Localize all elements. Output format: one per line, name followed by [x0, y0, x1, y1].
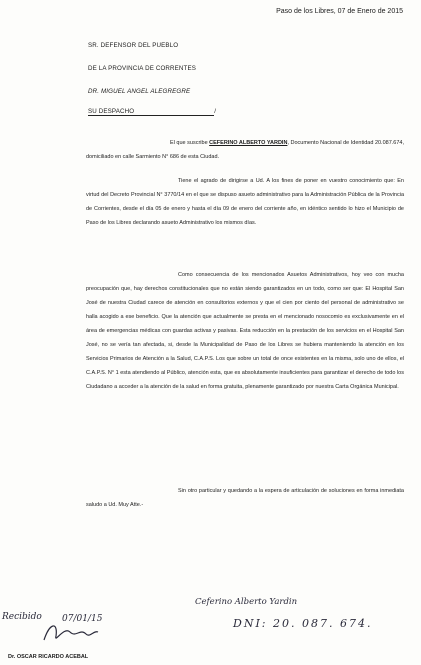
addressee-office-label: SU DESPACHO	[88, 108, 214, 116]
addressee-title: SR. DEFENSOR DEL PUEBLO	[88, 42, 179, 49]
addressee-province: DE LA PROVINCIA DE CORRENTES	[88, 65, 197, 72]
handwritten-dni: DNI: 20. 087. 674.	[233, 617, 373, 630]
sender-name: CEFERINO ALBERTO YARDIN	[209, 140, 288, 146]
concerns-text: Como consecuencia de los mencionados Asuetos Administrativos, hoy veo con mucha preocupación que, hay derechos constitucionales que no están siendo garantizados en un todo, como ser que: El Hospital San José de nuestra Ciudad carece de atención en consultorios externos y que el cien por ciento del personal de administrativo se halla acogido a ese beneficio. Que la atención que actualmente se presta en el mencionado nosocomio es exclusivamente en el área de emergencias médicas con guardas activas y pasivas. Esta reducción en la prestación de los servicios en el Hospital San José, no se vería tan afectada, si, desde la Municipalidad de Paso de los Libres se hubiera manteniendo la atención en los Servicios Primarios de Atención a la Salud, C.A.P.S. Los que sobre un total de once existentes en la misma, solo uno de ellos, el C.A.P.S. N° 1 esta atendiendo al Público, atención esta, que es absolutamente insuficientes para garantizar el derecho de todo los Ciudadano a acceder a la atención de la salud en forma gratuita, plenamente garantizado por nuestra Carta Orgánica Municipal.	[86, 272, 404, 390]
handwritten-signature-name: Ceferino Alberto Yardin	[195, 597, 298, 607]
paragraph-concerns	[86, 268, 404, 394]
intro-prefix: El que suscribe	[170, 140, 210, 146]
received-label: Recibido	[2, 612, 42, 622]
closing-text: Sin otro particular y quedando a la espera de articulación de soluciones en forma inmediata saludo a Ud. Muy Atte.-	[86, 488, 404, 508]
addressee-office-slash: /	[214, 108, 217, 115]
receiver-name: Dr. OSCAR RICARDO ACEBAL	[8, 654, 89, 660]
receiver-signature-scribble	[40, 618, 100, 648]
date-line: Paso de los Libres, 07 de Enero de 2015	[276, 8, 403, 15]
paragraph-context	[86, 174, 404, 230]
addressee-name: DR. MIGUEL ANGEL ALEGREGRE	[88, 88, 191, 95]
received-date: 07/01/15	[62, 614, 103, 624]
paragraph-closing	[86, 484, 404, 512]
context-text: Tiene el agrado de dirigirse a Ud. A los fines de poner en vuestro conocimiento que: En virtud del Decreto Provincial N° 3770/14 en el que se dispuso asueto administrativo para la Administración Pública de la Provincia de Corrientes, desde el día 05 de enero y hasta el día 09 de enero del corriente año, en idéntico sentido lo hizo el Municipio de Paso de los Libres declarando asueto Administrativo los mismos días.	[86, 178, 404, 226]
paragraph-intro	[86, 136, 404, 164]
addressee-office	[88, 108, 216, 116]
intro-suffix: , Documento Nacional de Identidad 20.087.674, domiciliado en calle Sarmiento N° 686 de esta Ciudad.	[86, 140, 404, 160]
